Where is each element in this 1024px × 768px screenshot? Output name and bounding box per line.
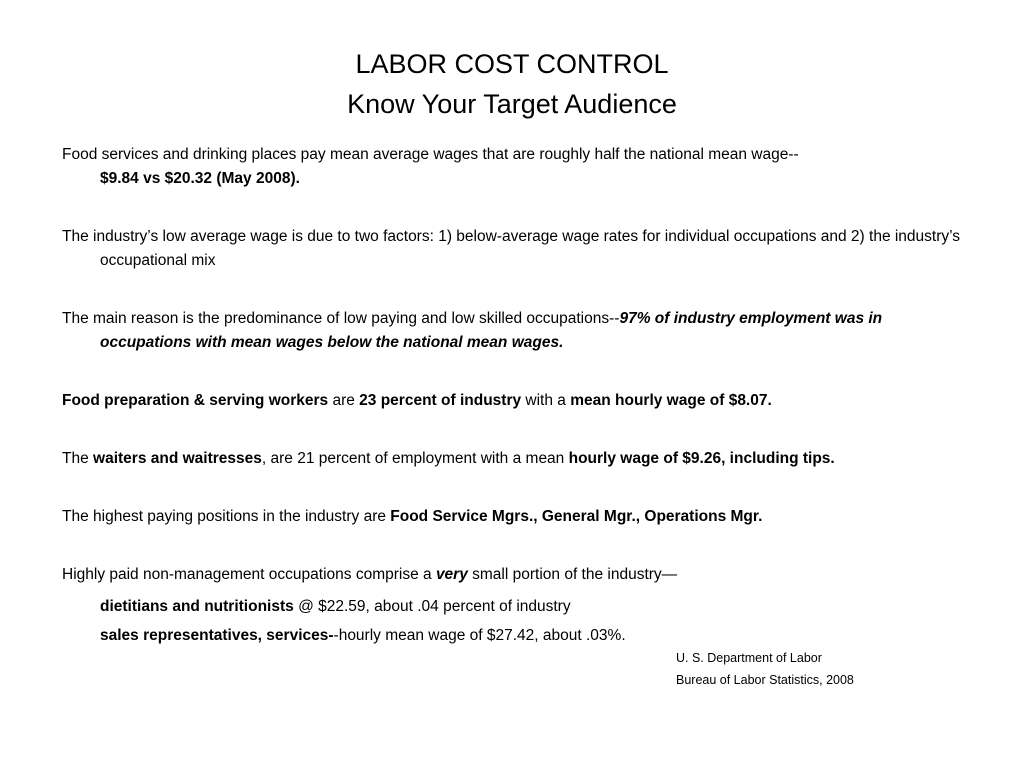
slide-title bbox=[0, 44, 1024, 124]
paragraph-text: are bbox=[328, 392, 360, 409]
paragraph-text: The main reason is the predominance of low paying and low skilled occupations-- bbox=[62, 310, 620, 327]
wage-comparison: $9.84 vs $20.32 (May 2008). bbox=[100, 170, 300, 187]
occupation-name: Food preparation & serving workers bbox=[62, 392, 329, 409]
sub-item-sales-reps bbox=[62, 621, 967, 650]
paragraph-waiters bbox=[62, 447, 967, 471]
slide-body bbox=[62, 143, 967, 650]
paragraph-non-management bbox=[62, 563, 967, 587]
employment-highlight: 97% of industry employment was in occupations with mean wages below the national mean wages. bbox=[100, 310, 883, 351]
occupation-name: dietitians and nutritionists bbox=[100, 598, 294, 615]
paragraph-text: Highly paid non-management occupations comprise a bbox=[62, 566, 436, 583]
paragraph-text: The highest paying positions in the industry are bbox=[62, 508, 391, 525]
hourly-wage: mean hourly wage of $8.07. bbox=[570, 392, 772, 409]
paragraph-main-reason bbox=[62, 307, 967, 355]
paragraph-text: Food services and drinking places pay mean average wages that are roughly half the national mean wage-- bbox=[62, 146, 799, 163]
occupation-name: sales representatives, services- bbox=[100, 627, 334, 644]
occupation-name: waiters and waitresses bbox=[93, 450, 262, 467]
paragraph-text: with a bbox=[521, 392, 571, 409]
manager-positions: Food Service Mgrs., General Mgr., Operations Mgr. bbox=[390, 508, 763, 525]
source-line-1: U. S. Department of Labor bbox=[676, 651, 822, 665]
paragraph-text: The industry’s low average wage is due to two factors: 1) below-average wage rates for individual occupations and 2) the industry’s occupational mix bbox=[62, 228, 961, 269]
title-line-1: LABOR COST CONTROL bbox=[355, 49, 669, 79]
paragraph-text: The bbox=[62, 450, 94, 467]
hourly-wage: hourly wage of $9.26, including tips. bbox=[568, 450, 835, 467]
paragraph-mean-wage bbox=[62, 143, 967, 191]
source-line-2: Bureau of Labor Statistics, 2008 bbox=[676, 673, 854, 687]
emphasis-word: very bbox=[435, 566, 468, 583]
paragraph-text: , are 21 percent of employment with a mean bbox=[261, 450, 569, 467]
industry-share: 23 percent of industry bbox=[359, 392, 522, 409]
sub-item-text: -hourly mean wage of $27.42, about .03%. bbox=[333, 627, 626, 644]
sub-item-text: @ $22.59, about .04 percent of industry bbox=[293, 598, 571, 615]
paragraph-food-prep bbox=[62, 389, 967, 413]
title-line-2: Know Your Target Audience bbox=[347, 89, 677, 119]
sub-item-dietitians bbox=[62, 592, 967, 621]
source-citation bbox=[676, 647, 854, 691]
paragraph-two-factors bbox=[62, 225, 967, 273]
paragraph-highest-paying bbox=[62, 505, 967, 529]
paragraph-text: small portion of the industry— bbox=[467, 566, 678, 583]
